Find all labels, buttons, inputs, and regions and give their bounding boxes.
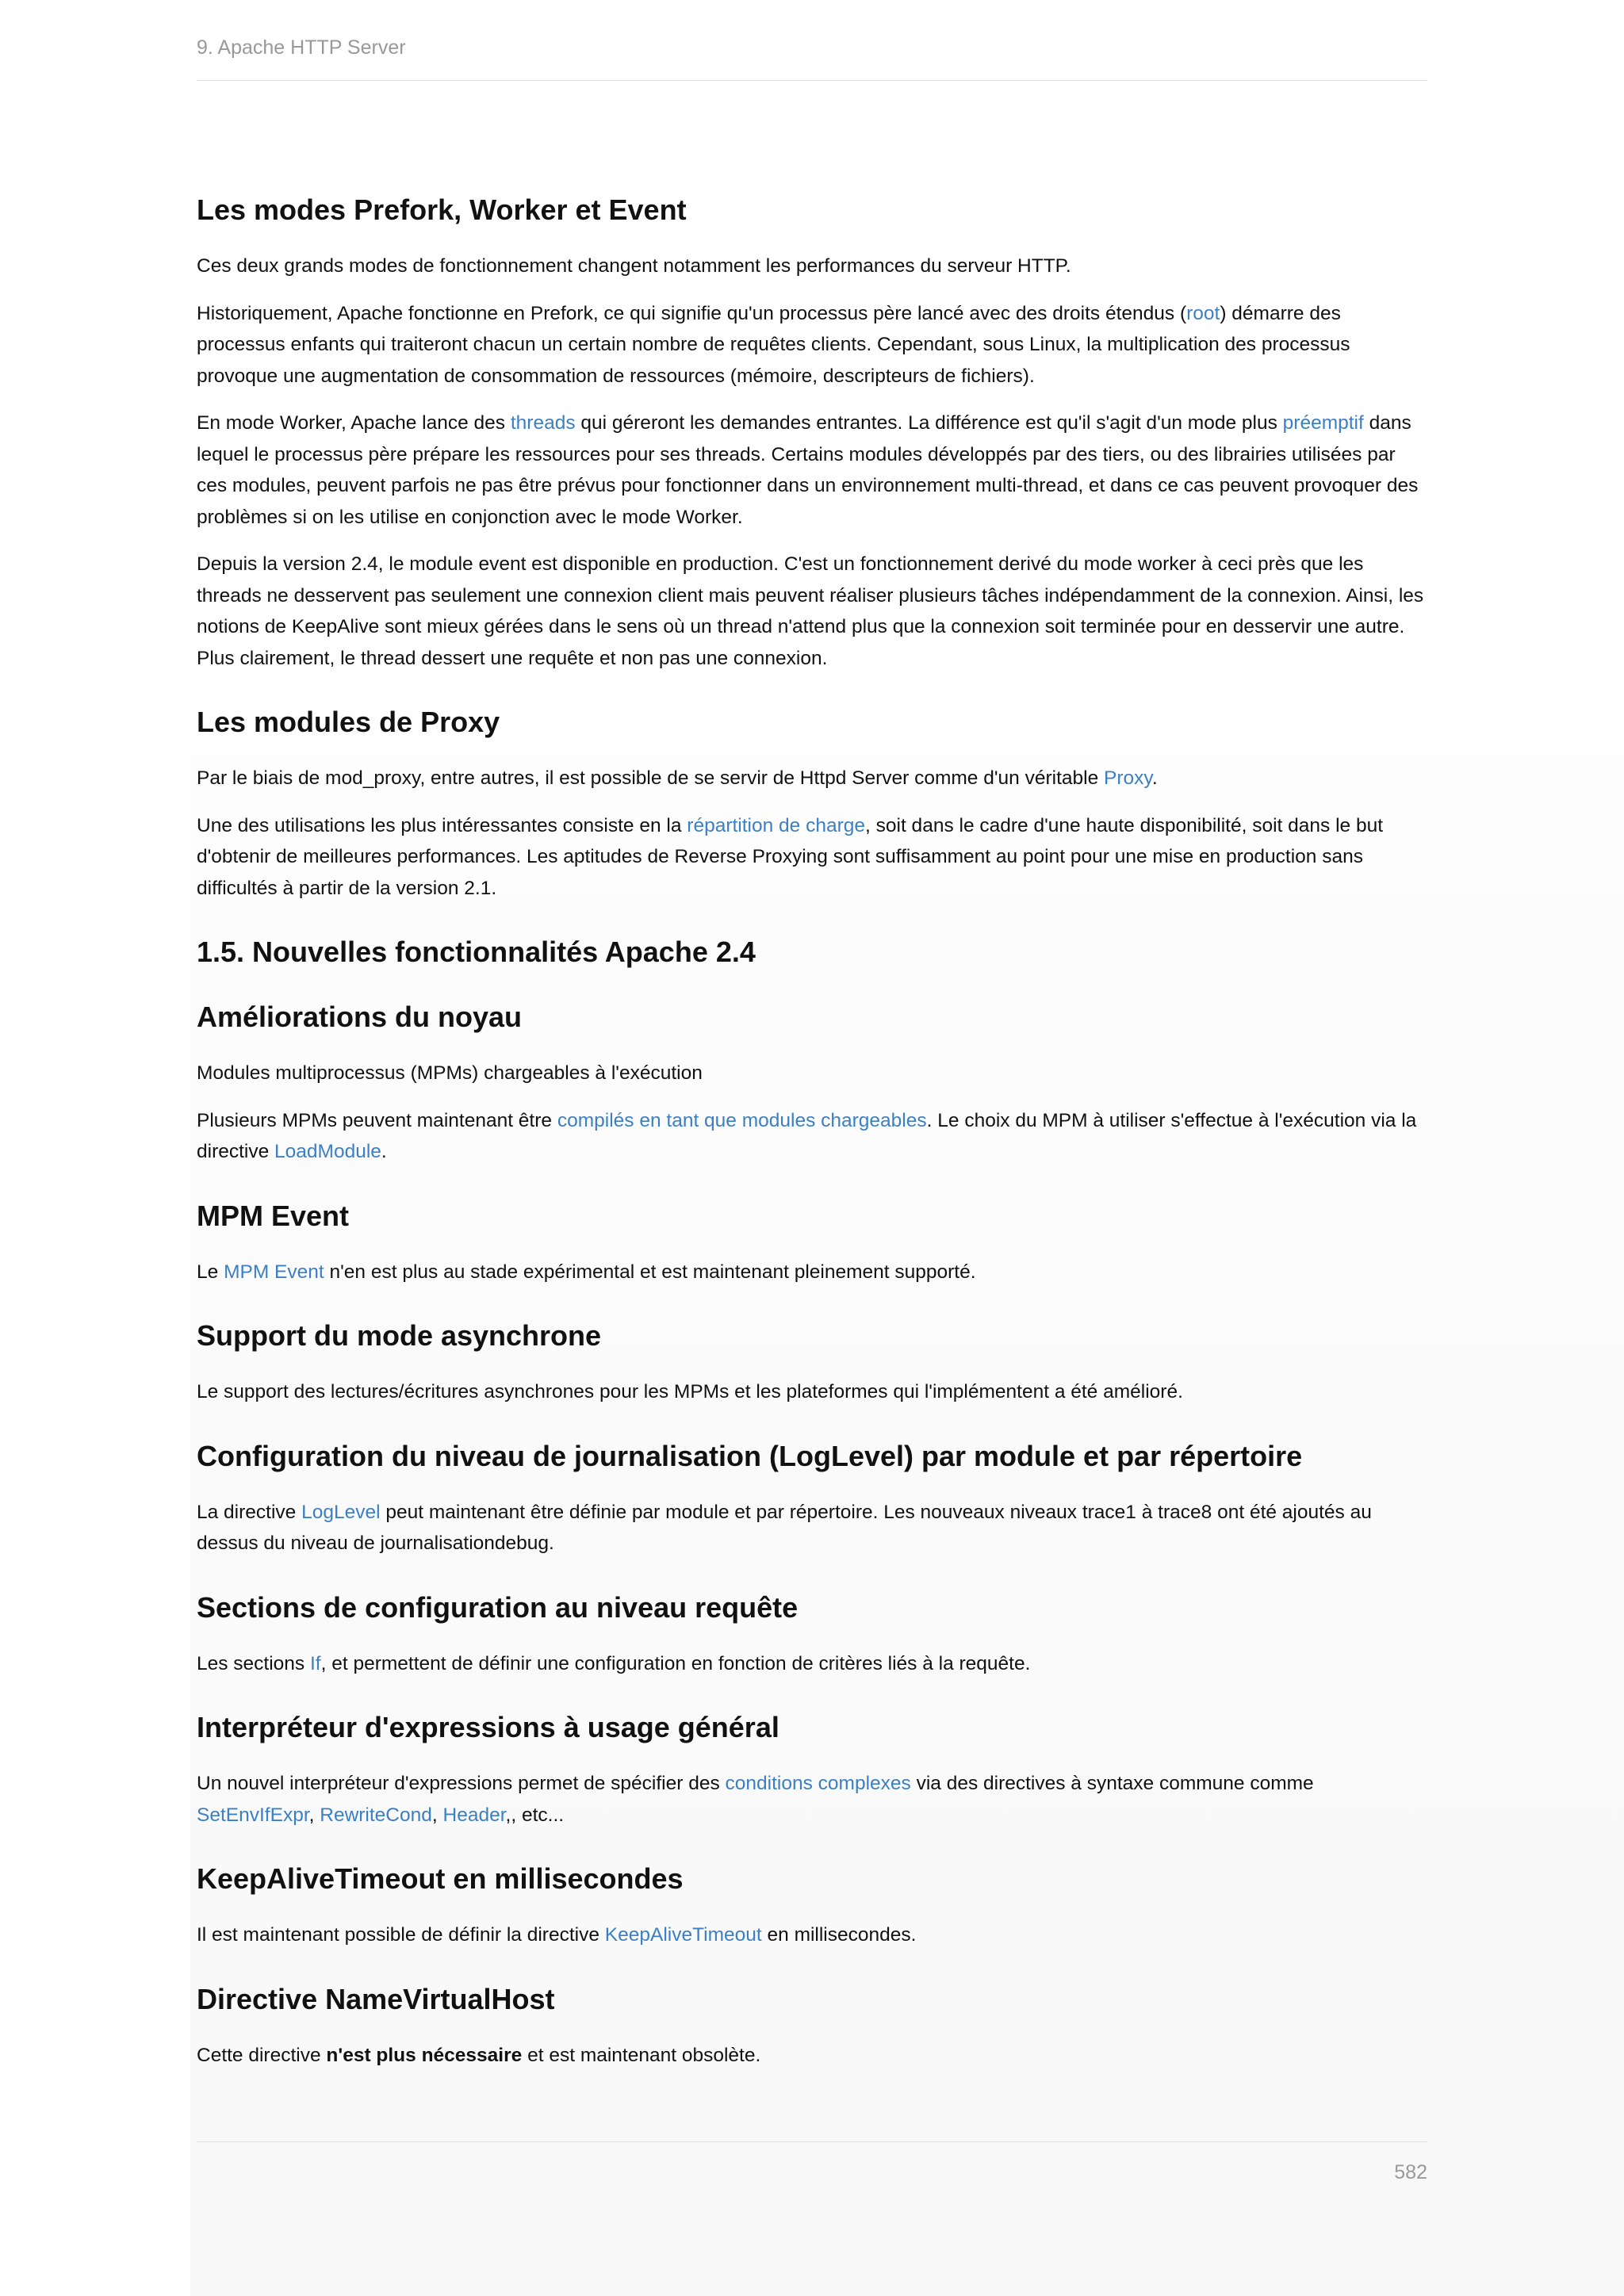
text: . <box>381 1141 387 1162</box>
text: peut maintenant être définie par module et par répertoire. Les nouveaux niveaux trace1 à trace8 ont été ajoutés au dessus du niveau de journalisationdebug. <box>197 1501 1372 1554</box>
text: , soit dans le cadre d'une haute disponibilité, soit dans le but d'obtenir de meilleures performances. Les aptitudes de Reverse Proxying sont suffisamment au point pour une mise en production sans difficultés à partir de la version 2.1. <box>197 814 1384 899</box>
text: dans lequel le processus père prépare les ressources pour ses threads. Certains modules développés par des tiers, ou des librairies utilisées par ces modules, peuvent parfois ne pas être prévus pour fonctionner dans un environnement multi-thread, et dans ce cas peuvent provoquer des problèmes si on les utilise en conjonction avec le mode Worker. <box>197 412 1419 528</box>
page-number: 582 <box>1394 2161 1427 2183</box>
text: via des directives à syntaxe commune comme <box>910 1773 1314 1794</box>
text: Historiquement, Apache fonctionne en Prefork, ce qui signifie qu'un processus père lancé avec des droits étendus ( <box>197 302 1187 324</box>
text: , et permettent de définir une configuration en fonction de critères liés à la requête. <box>320 1652 1031 1674</box>
paragraph <box>197 1257 1427 1288</box>
paragraph <box>197 810 1427 905</box>
link-setenvifexpr[interactable]: SetEnvIfExpr <box>197 1804 309 1826</box>
paragraph: Depuis la version 2.4, le module event est disponible en production. C'est un fonctionnement derivé du mode worker à ceci près que les threads ne desservent pas seulement une connexion client mais peuvent réaliser plusieurs tâches indépendamment de la connexion. Ainsi, les notions de KeepAlive sont mieux gérées dans le sens où un thread n'attend plus que la connexion soit terminée pour en desservir une autre. Plus clairement, le thread dessert une requête et non pas une connexion. <box>197 553 1424 669</box>
text: , <box>431 1804 443 1826</box>
paragraph <box>197 298 1427 392</box>
text: . <box>1151 767 1158 789</box>
page-content <box>197 186 1427 2087</box>
paragraph: Ces deux grands modes de fonctionnement changent notamment les performances du serveur HTTP. <box>197 255 1071 277</box>
link-loadmodule[interactable]: LoadModule <box>274 1141 381 1162</box>
link-compiles-modules[interactable]: compilés en tant que modules chargeables <box>557 1109 927 1131</box>
text: En mode Worker, Apache lance des <box>197 412 511 434</box>
paragraph <box>197 1105 1427 1168</box>
text: La directive <box>197 1501 302 1523</box>
text: Par le biais de mod_proxy, entre autres, il est possible de se servir de Httpd Server comme d'un véritable <box>197 767 1105 789</box>
heading-new-features: 1.5. Nouvelles fonctionnalités Apache 2.4 <box>197 936 756 968</box>
text: qui géreront les demandes entrantes. La différence est qu'il s'agit d'un mode plus <box>575 412 1283 434</box>
text: Le <box>197 1261 224 1283</box>
link-root[interactable]: root <box>1186 302 1220 324</box>
link-threads[interactable]: threads <box>510 412 576 434</box>
paragraph <box>197 1497 1427 1559</box>
text: Un nouvel interpréteur d'expressions permet de spécifier des <box>197 1773 726 1794</box>
text: Les sections <box>197 1652 310 1674</box>
link-header[interactable]: Header <box>442 1804 506 1826</box>
footer-divider <box>197 2141 1427 2142</box>
text: et est maintenant obsolète. <box>522 2044 761 2066</box>
heading-proxy: Les modules de Proxy <box>197 706 500 738</box>
heading-prefork: Les modes Prefork, Worker et Event <box>197 193 687 226</box>
link-rewritecond[interactable]: RewriteCond <box>320 1804 432 1826</box>
heading-noyau: Améliorations du noyau <box>197 1001 523 1033</box>
running-header: 9. Apache HTTP Server <box>197 36 406 59</box>
link-mpm-event[interactable]: MPM Event <box>224 1261 324 1283</box>
bold-text: n'est plus nécessaire <box>326 2044 523 2066</box>
paragraph <box>197 1768 1427 1831</box>
paragraph <box>197 1919 1427 1951</box>
text: Il est maintenant possible de définir la directive <box>197 1924 605 1946</box>
paragraph <box>197 2040 1427 2072</box>
text: , <box>308 1804 320 1826</box>
link-if[interactable]: If <box>310 1652 321 1674</box>
link-keepalivetimeout[interactable]: KeepAliveTimeout <box>604 1924 762 1946</box>
header-divider <box>197 80 1427 81</box>
link-preemptif[interactable]: préemptif <box>1282 412 1364 434</box>
paragraph <box>197 763 1427 794</box>
text: en millisecondes. <box>761 1924 917 1946</box>
link-repartition-de-charge[interactable]: répartition de charge <box>687 814 866 836</box>
heading-config-sections: Sections de configuration au niveau requête <box>197 1590 799 1624</box>
document-page <box>197 0 1427 2296</box>
heading-expr: Interpréteur d'expressions à usage général <box>197 1711 779 1743</box>
text: n'en est plus au stade expérimental et est maintenant pleinement supporté. <box>324 1261 976 1283</box>
heading-keepalive: KeepAliveTimeout en millisecondes <box>197 1862 684 1895</box>
heading-async: Support du mode asynchrone <box>197 1319 602 1352</box>
paragraph <box>197 1648 1427 1680</box>
heading-loglevel: Configuration du niveau de journalisation (LogLevel) par module et par répertoire <box>197 1439 1303 1472</box>
text: Plusieurs MPMs peuvent maintenant être <box>197 1109 557 1131</box>
paragraph <box>197 408 1427 533</box>
text: . Le choix du MPM à utiliser s'effectue à l'exécution via la directive <box>197 1109 1417 1162</box>
text: Une des utilisations les plus intéressantes consiste en la <box>197 814 688 836</box>
text: ,, etc... <box>505 1804 565 1826</box>
link-proxy[interactable]: Proxy <box>1104 767 1152 789</box>
link-loglevel[interactable]: LogLevel <box>301 1501 381 1523</box>
heading-mpm-event: MPM Event <box>197 1199 350 1232</box>
text: Cette directive <box>197 2044 327 2066</box>
text: ) démarre des processus enfants qui traiteront chacun un certain nombre de requêtes clients. Cependant, sous Linux, la multiplication des processus provoque une augmentation de consommation de ressources (mémoire, descripteurs de fichiers). <box>197 302 1350 387</box>
paragraph: Modules multiprocessus (MPMs) chargeables à l'exécution <box>197 1062 703 1084</box>
link-conditions-complexes[interactable]: conditions complexes <box>725 1773 911 1794</box>
paragraph: Le support des lectures/écritures asynchrones pour les MPMs et les plateformes qui l'implémentent a été amélioré. <box>197 1381 1183 1402</box>
heading-namevirtualhost: Directive NameVirtualHost <box>197 1982 555 2015</box>
